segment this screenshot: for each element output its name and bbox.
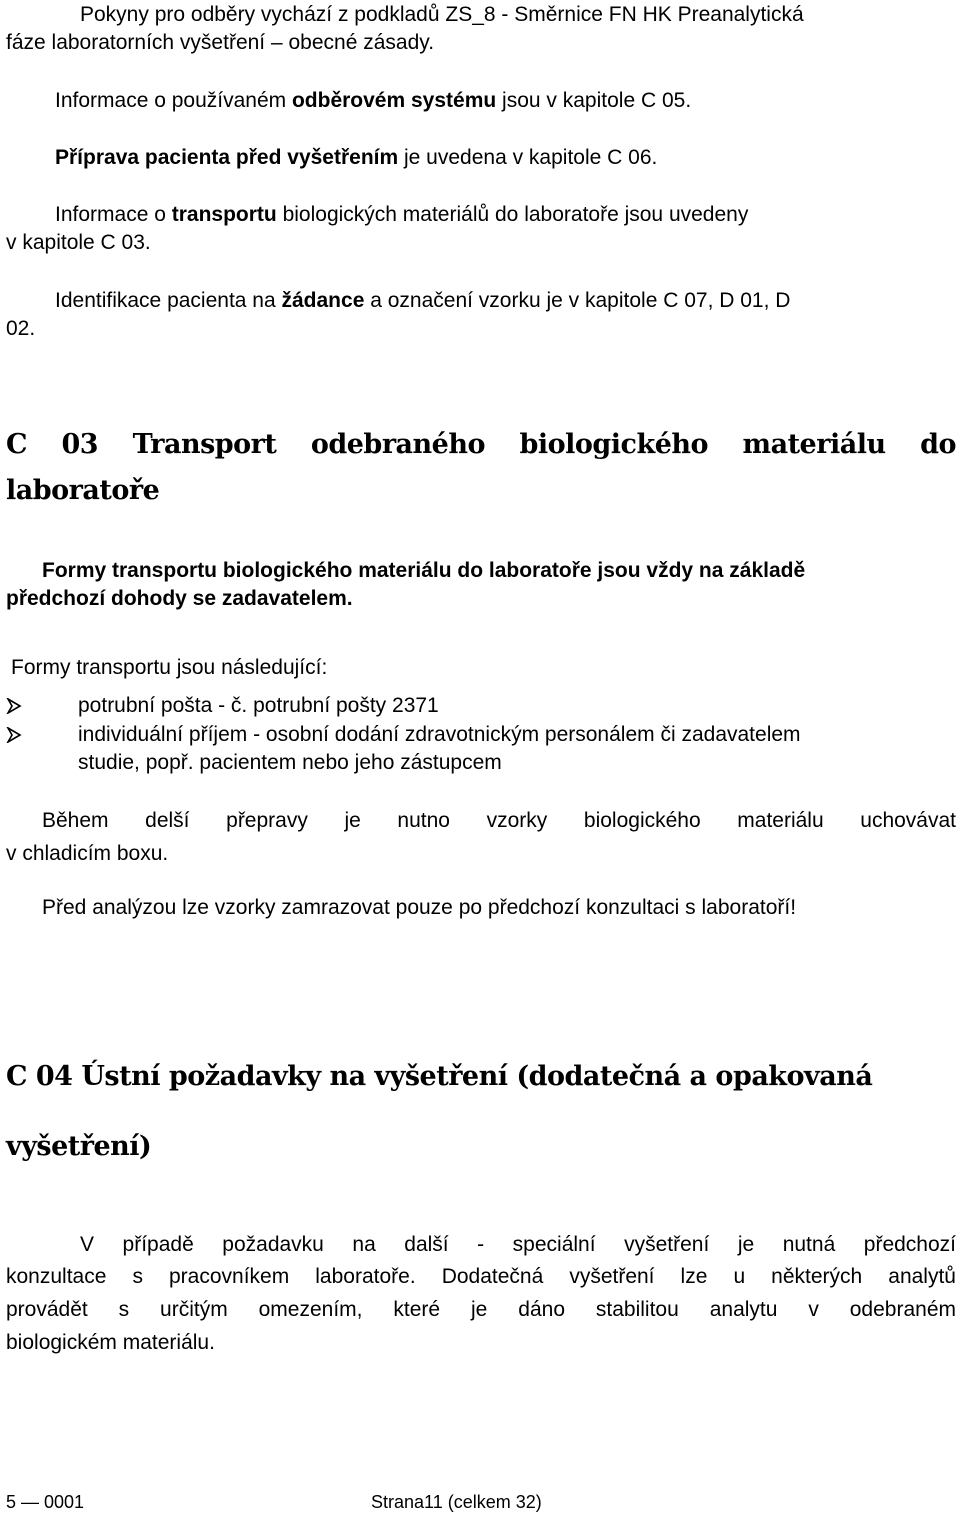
- arrow-bullet-icon: [6, 698, 22, 714]
- identification-line-2: 02.: [6, 317, 36, 340]
- identification-line: [55, 288, 790, 314]
- sampling-system-bold: odběrovém systému: [291, 89, 497, 112]
- transport-forms-intro: Formy transportu jsou následující:: [11, 656, 328, 679]
- section-c04-heading-line-1: C 04 Ústní požadavky na vyšetření (dodatečná a opakovaná: [6, 1061, 873, 1092]
- section-c03-heading-line-2: laboratoře: [6, 475, 160, 506]
- transport-info-line: [55, 202, 748, 228]
- identification-bold: žádance: [281, 289, 365, 312]
- section-c03-heading-line-1: C 03 Transport odebraného biologického materiálu do: [6, 429, 956, 460]
- c03-bold-paragraph-line-1: Formy transportu biologického materiálu do laboratoře jsou vždy na základě: [42, 559, 806, 582]
- freeze-note: Před analýzou lze vzorky zamrazovat pouze po předchozí konzultaci s laboratoří!: [42, 896, 797, 919]
- footer-doc-code: 5 — 0001: [6, 1492, 85, 1512]
- c04-paragraph-line-4: biologickém materiálu.: [6, 1331, 215, 1354]
- bullet-item-2: individuální příjem - osobní dodání zdravotnickým personálem či zadavatelem: [78, 723, 801, 746]
- identification-pre: Identifikace pacienta na: [55, 289, 282, 312]
- transport-info-post: biologických materiálů do laboratoře jsou uvedeny: [276, 203, 749, 226]
- intro-line-2: fáze laboratorních vyšetření – obecné zásady.: [6, 31, 435, 54]
- c04-paragraph-line-3: provádět s určitým omezením, které je dáno stabilitou analytu v odebraném: [6, 1298, 956, 1321]
- storage-paragraph-line-2: v chladicím boxu.: [6, 842, 169, 865]
- transport-info-pre: Informace o: [55, 203, 172, 226]
- intro-line-1: Pokyny pro odběry vychází z podkladů ZS_8 - Směrnice FN HK Preanalytická: [80, 3, 804, 26]
- patient-prep-post: je uvedena v kapitole C 06.: [398, 146, 658, 169]
- c04-paragraph-line-1: V případě požadavku na další - speciální vyšetření je nutná předchozí: [80, 1233, 956, 1256]
- patient-prep-bold: Příprava pacienta před vyšetřením: [55, 146, 399, 169]
- sampling-system-post: jsou v kapitole C 05.: [496, 89, 692, 112]
- footer-page-info: Strana11 (celkem 32): [371, 1492, 542, 1512]
- bullet-item-1: potrubní pošta - č. potrubní pošty 2371: [78, 694, 439, 717]
- storage-paragraph-line-1: Během delší přepravy je nutno vzorky biologického materiálu uchovávat: [42, 809, 956, 832]
- c04-paragraph-line-2: konzultace s pracovníkem laboratoře. Dodatečná vyšetření lze u některých analytů: [6, 1265, 956, 1288]
- arrow-bullet-icon: [6, 727, 22, 743]
- patient-prep-line: [55, 145, 657, 171]
- c03-bold-paragraph-line-2: předchozí dohody se zadavatelem.: [6, 587, 353, 610]
- sampling-system-pre: Informace o používaném: [55, 89, 292, 112]
- transport-info-bold: transportu: [171, 203, 277, 226]
- bullet-item-2-continuation: studie, popř. pacientem nebo jeho zástupcem: [78, 751, 502, 774]
- section-c04-heading-line-2: vyšetření): [6, 1131, 152, 1162]
- identification-post: a označení vzorku je v kapitole C 07, D 01, D: [364, 289, 791, 312]
- sampling-system-line: [55, 88, 691, 114]
- transport-info-line-2: v kapitole C 03.: [6, 231, 151, 254]
